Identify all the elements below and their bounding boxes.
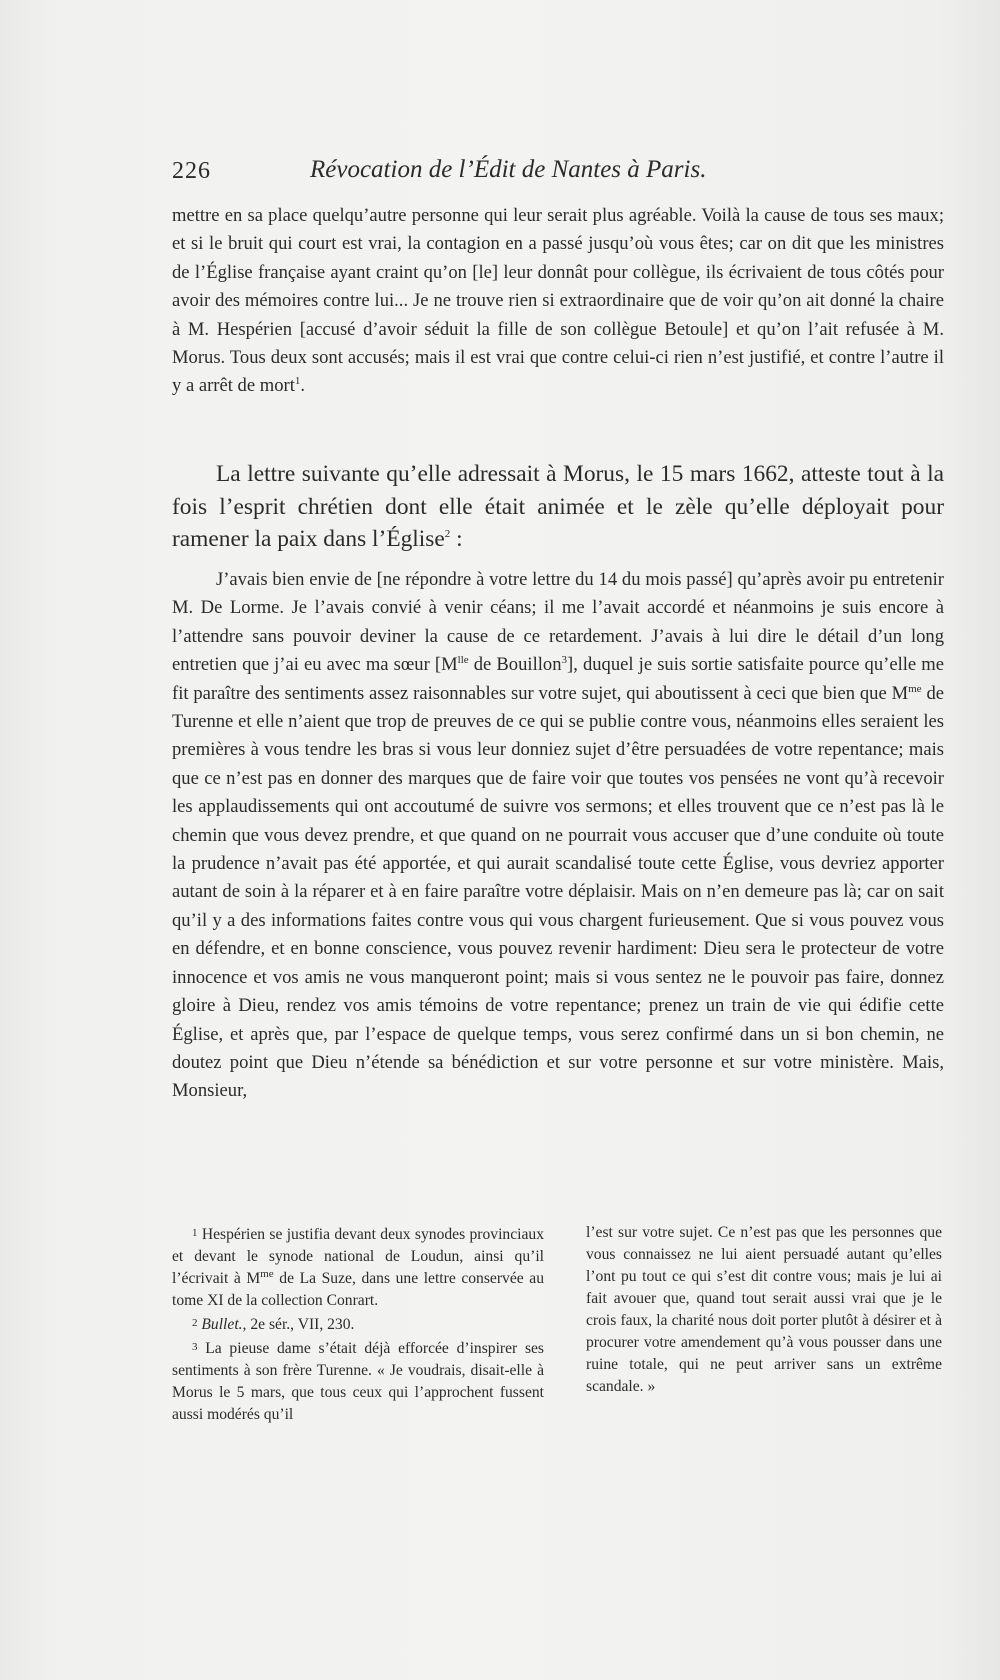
letter-text-3: ], duquel je suis sortie satisfaite pource qu’elle me fit paraître des sentiments assez raisonnables sur votre sujet, qui aboutissent à ceci que bien que M [172,654,945,704]
footnote-3-continuation: l’est sur votre sujet. Ce n’est pas que les personnes que vous connaissez ne lui aient persuadé autant qu’elles l’ont pu tout ce qui s’est dit contre vous; mais je lui ai fait avouer que, quand tout serait aussi vrai que je le crois faux, la charité nous doit porter plutôt à désirer et à procurer votre amendement qu’à vous pousser dans une ruine totale, qui ne peut arriver sans un extrême scandale. » [586,1224,942,1395]
footnote-1-text-2: de La Suze, dans une lettre conservée au tome XI de la collection Conrart. [172,1270,544,1309]
footnote-ref-2: 2 [444,528,451,541]
lead-paragraph [172,458,944,556]
footnote-2-source: Bullet. [201,1316,243,1333]
footnote-3 [172,1336,544,1426]
footnote-ref-3: 3 [561,654,567,667]
footnote-2-text: , 2e sér., VII, 230. [242,1316,355,1333]
footnote-1-title: me [260,1267,274,1280]
footnote-2-marker: 2 [192,1317,198,1329]
intro-text: mettre en sa place quelqu’autre personne qui leur serait plus agréable. Voilà la cause de tous ses maux; et si le bruit qui court est vrai, la contagion en a passé jusqu’où vous êtes; car on dit que les ministres de l’Église française ayant craint qu’on [le] leur donnât pour collègue, ils écrivaient de tous côtés pour avoir des mémoires contre lui... Je ne trouve rien si extraordinaire que de voir qu’on ait donné la chaire à M. Hespérien [accusé d’avoir séduit la fille de son collègue Betoule] et qu’on l’ait refusée à M. Morus. Tous deux sont accusés; mais il est vrai que contre celui-ci rien n’est justifié, et contre l’autre il y a arrêt de mort [172,205,944,397]
letter-text-1: J’avais bien envie de [ne répondre à votre lettre du 14 du mois passé] qu’après avoir pu entretenir M. De Lorme. Je l’avais convié à venir céans; il me l’avait accordé et néanmoins je suis encore à l’attendre sans pouvoir deviner la cause de ce retardement. J’avais à lui dire le détail d’un long entretien que j’ai eu avec ma sœur [M [172,569,944,676]
running-title: Révocation de l’Édit de Nantes à Paris. [310,156,707,183]
lead-text: La lettre suivante qu’elle adressait à Morus, le 15 mars 1662, atteste tout à la fois l’esprit chrétien dont elle était animée et le zèle qu’elle déployait pour ramener la paix dans l’Église [172,461,944,552]
footnote-2 [172,1312,544,1336]
footnote-1 [172,1222,544,1312]
intro-paragraph [172,202,944,401]
intro-end: . [300,375,306,397]
footnotes-left-column [172,1222,544,1426]
footnote-3-marker: 3 [192,1341,198,1353]
lead-end: : [450,526,463,552]
footnotes [172,1222,944,1492]
letter-text-4: de Turenne et elle n’aient que trop de preuves de ce qui se publie contre vous, néanmoins elles seraient les premières à vous tendre les bras si vous leur donniez sujet d’être persuadées de votre repentance; mais que ce n’est pas en donner des marques que de faire voir que toutes vos pensées ne vont qu’à recevoir les applaudissements qui ont accoutumé de suivre vos sermons; et elles trouvent que ce n’est pas là le chemin que vous devez prendre, et que quand on ne pourrait vous accuser que d’une conduite où toute la prudence n’avait pas été apportée, et qui aurait scandalisé toute cette Église, vous devriez apporter autant de soin à la réparer et à en faire paraître votre déplaisir. Mais on n’en demeure pas là; car on sait qu’il y a des informations faites contre vous qui vous chargent furieusement. Que si vous pouvez vous en défendre, et en bonne conscience, vous pouvez revenir hardiment: Dieu sera le protecteur de votre innocence et vos amis ne vous manqueront point; mais si vous sentez ne le pouvoir pas faire, donnez gloire à Dieu, rendez vos amis témoins de votre repentance; prenez un train de vie qui édifie cette Église, et après que, par l’espace de quelque temps, vous serez confirmé dans un si bon chemin, ne doutez point que Dieu n’étende sa bénédiction et sur votre personne et sur votre ministère. Mais, Monsieur, [172,682,944,1102]
letter-paragraph [172,566,944,1106]
letter-text-2: de Bouillon [468,654,562,676]
footnote-1-marker: 1 [192,1227,198,1239]
page-number: 226 [172,158,211,184]
footnote-ref-1: 1 [294,375,301,388]
page-header [172,158,942,194]
footnote-3-text: La pieuse dame s’était déjà efforcée d’inspirer ses sentiments à son frère Turenne. « Je voudrais, disait-elle à Morus le 5 mars, que tous ceux qui l’approchent fussent aussi modérés qu’il [172,1340,545,1423]
footnotes-right-column [586,1222,942,1398]
footnote-1-text-1: Hespérien se justifia devant deux synodes provinciaux et devant le synode national de Loudun, ainsi qu’il l’écrivait à M [172,1226,544,1287]
title-abbrev-lle: lle [457,654,469,667]
title-abbrev-me: me [908,682,922,695]
